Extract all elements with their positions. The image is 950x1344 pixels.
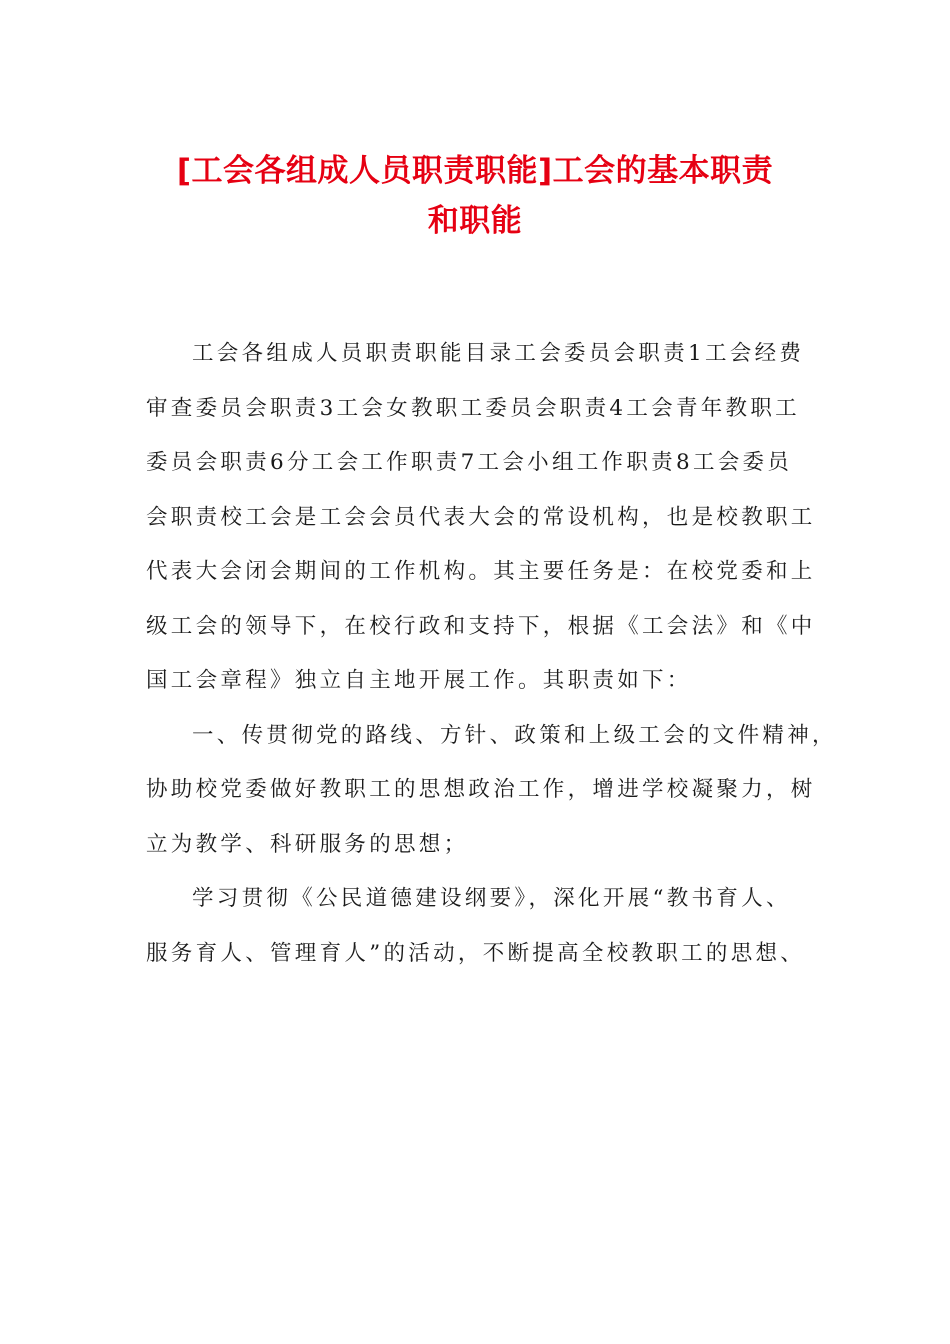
body-line: 一、传贯彻党的路线、方针、政策和上级工会的文件精神，: [192, 722, 837, 748]
body-line: 立为教学、科研服务的思想；: [146, 831, 469, 857]
body-line: 审查委员会职责3工会女教职工委员会职责4工会青年教职工: [146, 395, 800, 421]
title-line-1: [工会各组成人员职责职能]工会的基本职责: [176, 153, 774, 189]
document-title: [140, 146, 810, 246]
body-line: 国工会章程》独立自主地开展工作。其职责如下：: [146, 668, 692, 693]
body-line: 代表大会闭会期间的工作机构。其主要任务是：在校党委和上: [146, 559, 816, 584]
body-line: 委员会职责6分工会工作职责7工会小组工作职责8工会委员: [146, 450, 793, 475]
body-line: 服务育人、管理育人”的活动，不断提高全校教职工的思想、: [146, 940, 806, 966]
body-line: 协助校党委做好教职工的思想政治工作，增进学校凝聚力，树: [146, 777, 816, 802]
document-body: [146, 327, 837, 981]
body-line: 学习贯彻《公民道德建设纲要》，深化开展“教书育人、: [192, 886, 791, 911]
title-line-2: 和职能: [427, 203, 523, 239]
body-line: 级工会的领导下，在校行政和支持下，根据《工会法》和《中: [146, 613, 816, 639]
body-line: 工会各组成人员职责职能目录工会委员会职责1工会经费: [192, 341, 805, 366]
body-line: 会职责校工会是工会会员代表大会的常设机构，也是校教职工: [146, 504, 816, 530]
